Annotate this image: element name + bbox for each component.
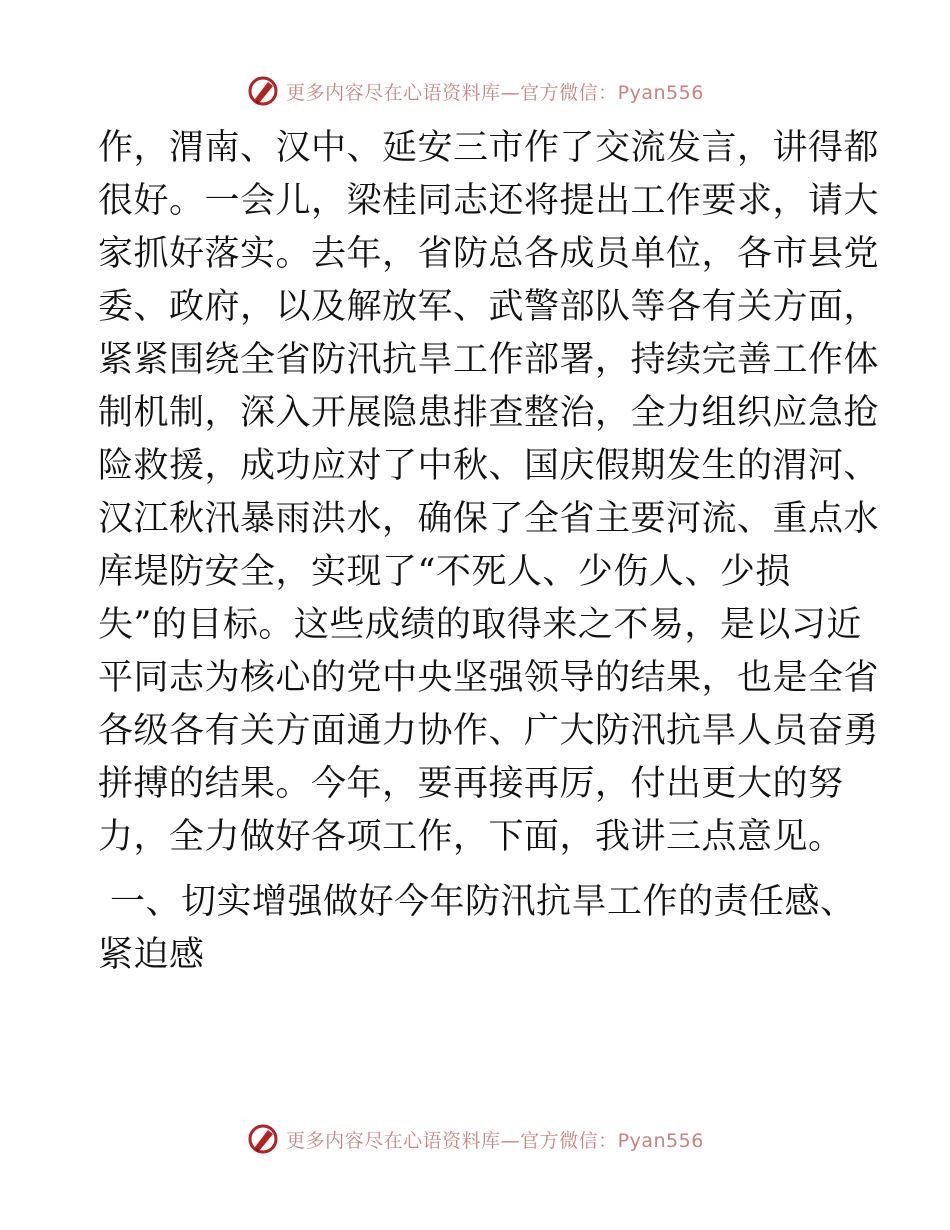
body-line: 很好。一会儿，梁桂同志还将提出工作要求，请大 [98, 181, 880, 221]
pen-logo-icon [246, 74, 280, 108]
body-line: 制机制，深入开展隐患排查整治，全力组织应急抢 [98, 393, 880, 433]
header-watermark [0, 71, 950, 111]
pen-logo-icon [246, 1122, 280, 1156]
body-line: 委、政府，以及解放军、武警部队等各有关方面， [98, 287, 880, 327]
body-line: 作，渭南、汉中、延安三市作了交流发言，讲得都 [98, 128, 880, 168]
body-line: 汉江秋汛暴雨洪水，确保了全省主要河流、重点水 [98, 499, 880, 539]
section-heading: 一、切实增强做好今年防汛抗旱工作的责任感、 [110, 882, 856, 922]
body-line: 库堤防安全，实现了“不死人、少伤人、少损 [98, 552, 791, 592]
body-line: 力，全力做好各项工作，下面，我讲三点意见。 [98, 817, 844, 857]
body-line: 各级各有关方面通力协作、广大防汛抗旱人员奋勇 [98, 711, 880, 751]
paragraph-gap [98, 864, 858, 876]
body-line: 家抓好落实。去年，省防总各成员单位，各市县党 [98, 234, 880, 274]
header-watermark-text: 更多内容尽在心语资料库—官方微信：Pyan556 [286, 81, 704, 104]
section-heading-continued: 紧迫感 [98, 935, 205, 975]
document-body [98, 122, 880, 982]
footer-watermark [0, 1119, 950, 1159]
body-line: 失”的目标。这些成绩的取得来之不易，是以习近 [98, 605, 862, 645]
footer-watermark-text: 更多内容尽在心语资料库—官方微信：Pyan556 [286, 1129, 704, 1152]
body-line: 拼搏的结果。今年，要再接再厉，付出更大的努 [98, 764, 844, 804]
body-line: 紧紧围绕全省防汛抗旱工作部署，持续完善工作体 [98, 340, 880, 380]
body-line: 险救援，成功应对了中秋、国庆假期发生的渭河、 [98, 446, 880, 486]
body-line: 平同志为核心的党中央坚强领导的结果，也是全省 [98, 658, 880, 698]
